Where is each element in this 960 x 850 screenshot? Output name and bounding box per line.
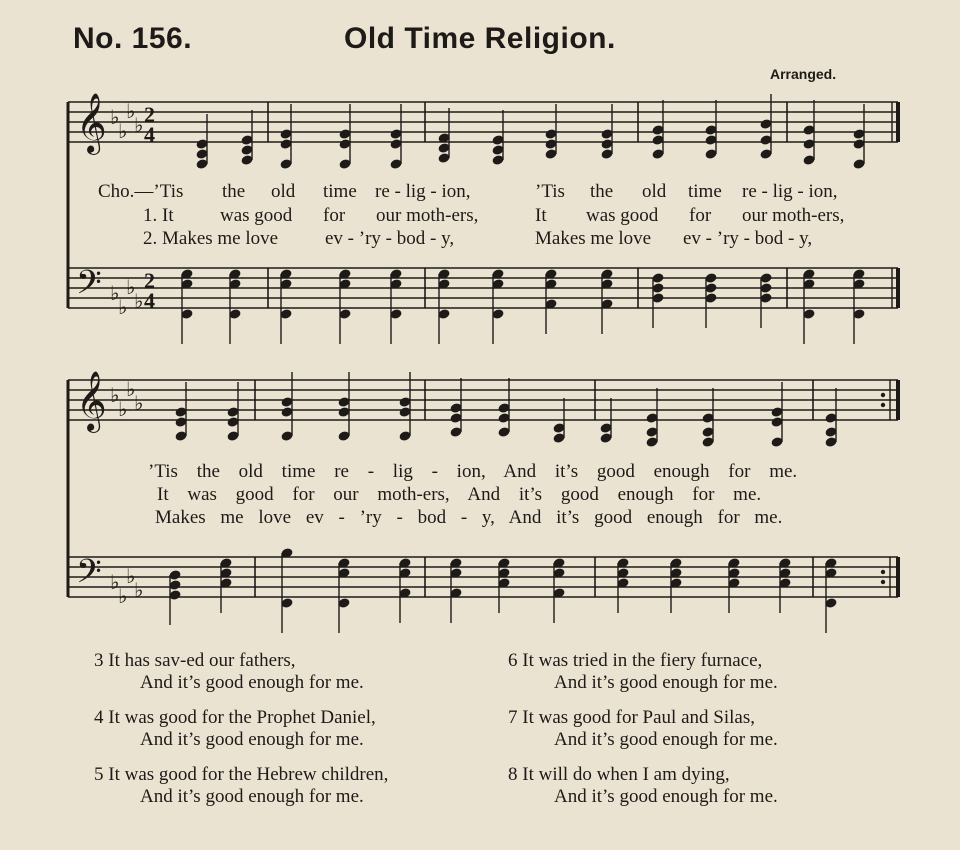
verse-line: 8 It will do when I am dying, (508, 764, 730, 785)
lyric-syllable: was good (586, 205, 659, 226)
lyric-syllable: for (689, 205, 712, 226)
lyric-line: ’Tis the old time re - lig - ion, And it’s good enough for me. (148, 461, 798, 482)
lyric-syllable: old (642, 181, 667, 202)
flat-icon: ♭ (134, 578, 144, 602)
arrangement-credit: Arranged. (770, 66, 837, 82)
notes (168, 94, 865, 633)
lyric-syllable: re - lig - ion, (375, 181, 471, 202)
flat-icon: ♭ (126, 99, 136, 123)
verse-refrain: And it’s good enough for me. (140, 729, 364, 750)
lyric-syllable: the (222, 181, 246, 202)
flat-icon: ♭ (126, 377, 136, 401)
verse-line: 3 It has sav-ed our fathers, (94, 650, 296, 671)
lyric-syllable: our moth-ers, (376, 205, 479, 226)
verse-line: 5 It was good for the Hebrew children, (94, 764, 389, 785)
lyric-syllable: time (688, 181, 722, 202)
verse-4 (94, 707, 376, 751)
verse-refrain: And it’s good enough for me. (554, 729, 778, 750)
verse-line: 4 It was good for the Prophet Daniel, (94, 707, 376, 728)
bass-clef-icon: 𝄢 (76, 264, 102, 310)
lyric-syllable: It (535, 205, 547, 226)
flat-icon: ♭ (110, 105, 120, 129)
flat-icon: ♭ (118, 397, 128, 421)
flat-icon: ♭ (126, 564, 136, 588)
lyric-syllable: ’Tis (535, 181, 565, 202)
verse-6 (508, 650, 778, 694)
time-signature-top: 2 (144, 268, 155, 293)
lyric-syllable: Cho.—’Tis (98, 181, 184, 202)
verse-7 (508, 707, 778, 751)
verse-line: 7 It was good for Paul and Silas, (508, 707, 755, 728)
treble-clef-icon: 𝄞 (76, 371, 107, 431)
verse-refrain: And it’s good enough for me. (140, 786, 364, 807)
verse-refrain: And it’s good enough for me. (140, 672, 364, 693)
flat-icon: ♭ (134, 113, 144, 137)
time-signature-bottom: 4 (144, 122, 155, 147)
lyric-line: It was good for our moth-ers, And it’s good enough for me. (157, 484, 762, 505)
flat-icon: ♭ (118, 119, 128, 143)
time-signature-bottom: 4 (144, 288, 155, 313)
flat-icon: ♭ (118, 295, 128, 319)
lyric-syllable: re - lig - ion, (742, 181, 838, 202)
verse-refrain: And it’s good enough for me. (554, 786, 778, 807)
hymn-title: Old Time Religion. (344, 22, 616, 55)
verse-refrain: And it’s good enough for me. (554, 672, 778, 693)
hymn-number: No. 156. (73, 22, 193, 55)
repeat-dot (881, 403, 885, 407)
bass-clef-icon: 𝄢 (76, 553, 102, 599)
lyric-syllable: 1. It (143, 205, 174, 226)
flat-icon: ♭ (118, 584, 128, 608)
lyric-line: Makes me love ev - ’ry - bod - y, And it’s good enough for me. (155, 507, 783, 528)
flat-icon: ♭ (134, 391, 144, 415)
lyric-syllable: the (590, 181, 614, 202)
lyric-syllable: our moth-ers, (742, 205, 845, 226)
lyric-syllable: ev - ’ry - bod - y, (325, 228, 455, 249)
lyric-syllable: was good (220, 205, 293, 226)
repeat-dot (881, 580, 885, 584)
flat-icon: ♭ (126, 275, 136, 299)
lyric-syllable: ev - ’ry - bod - y, (683, 228, 813, 249)
repeat-dot (881, 570, 885, 574)
flat-icon: ♭ (110, 383, 120, 407)
verse-3 (94, 650, 364, 694)
flat-icon: ♭ (110, 281, 120, 305)
repeat-dot (881, 393, 885, 397)
verse-line: 6 It was tried in the fiery furnace, (508, 650, 763, 671)
lyric-syllable: time (323, 181, 357, 202)
treble-clef-icon: 𝄞 (76, 93, 107, 153)
verse-8 (508, 764, 778, 808)
lyric-syllable: Makes me love (535, 228, 652, 249)
time-signature-top: 2 (144, 102, 155, 127)
lyric-syllable: old (271, 181, 296, 202)
clefs (76, 93, 155, 608)
flat-icon: ♭ (134, 289, 144, 313)
lyric-syllable: 2. Makes me love (143, 228, 279, 249)
verse-5 (94, 764, 388, 808)
flat-icon: ♭ (110, 570, 120, 594)
lyric-syllable: for (323, 205, 346, 226)
